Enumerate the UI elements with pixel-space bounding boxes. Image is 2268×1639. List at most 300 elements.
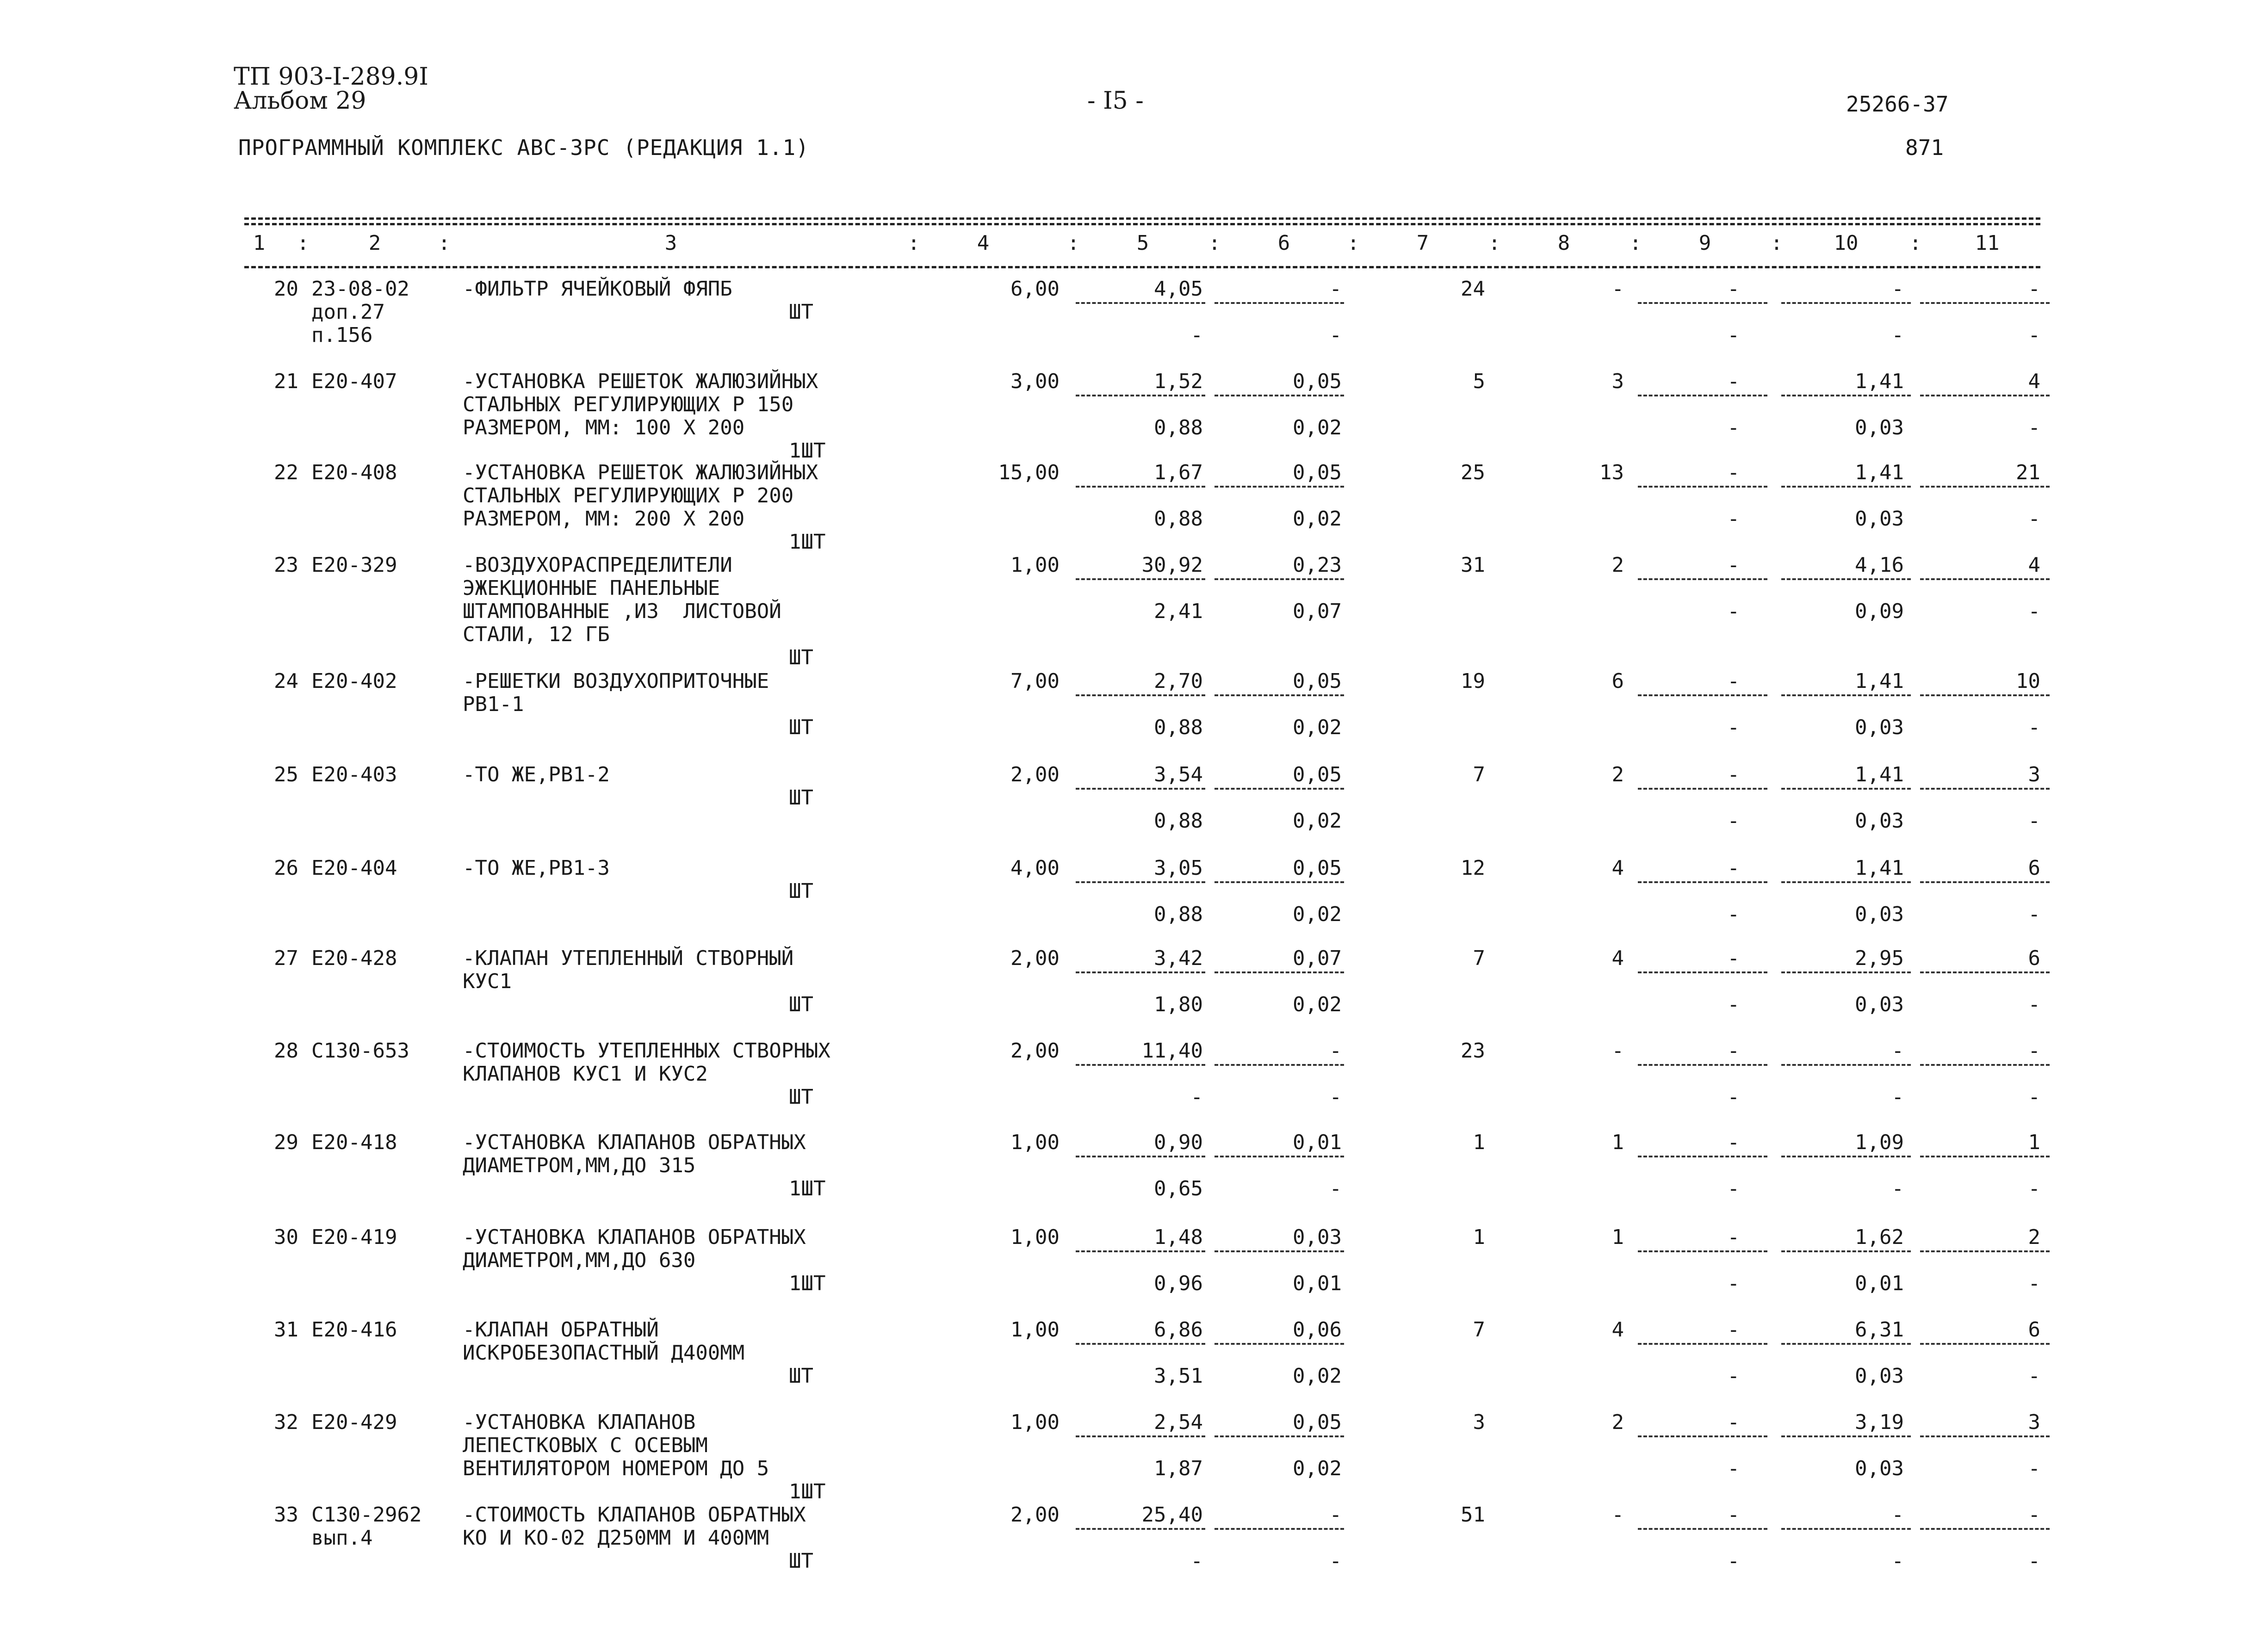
column-number-header: 1 : 2 : 3 : 4 : 5 : 6 : 7 : 8 : 9 : 10 : 11 (253, 231, 2000, 255)
unit-label: ШТ (789, 993, 813, 1016)
dashed-separator (1215, 1250, 1344, 1252)
dashed-separator (1920, 881, 2050, 883)
norm-code: Е20-416 (311, 1318, 397, 1342)
unit-cost-value: 0,05 (1293, 669, 1342, 693)
labor-value: 1,62 (1855, 1225, 1904, 1249)
labor-value-secondary: - (1727, 716, 1740, 739)
unit-cost-value: 25,40 (1141, 1503, 1203, 1527)
unit-label: ШТ (789, 879, 813, 903)
dashed-separator (1920, 395, 2050, 396)
unit-cost-value: 6,86 (1154, 1318, 1203, 1342)
labor-value: - (2028, 1039, 2040, 1063)
unit-cost-value: 3,05 (1154, 856, 1203, 880)
row-number: 29 (274, 1131, 298, 1154)
dashed-separator (1781, 694, 1911, 696)
item-description: -КЛАПАН ОБРАТНЫЙ (463, 1318, 659, 1342)
unit-label: ШТ (789, 716, 813, 739)
quantity-value: 2,00 (1010, 1503, 1060, 1527)
dashed-separator (1781, 1156, 1911, 1157)
labor-value-secondary: - (1891, 1177, 1904, 1200)
labor-value-secondary: - (1727, 507, 1740, 531)
item-description: КЛАПАНОВ КУС1 И КУС2 (463, 1062, 708, 1086)
total-cost-value: - (1611, 277, 1624, 301)
dashed-separator (1076, 1156, 1205, 1157)
dashed-separator (1638, 302, 1767, 304)
item-description: СТАЛИ, 12 ГБ (463, 623, 610, 646)
labor-value-secondary: - (2028, 323, 2040, 347)
item-description: РАЗМЕРОМ, ММ: 100 Х 200 (463, 416, 745, 439)
labor-value-secondary: - (1727, 416, 1740, 439)
labor-value-secondary: 0,03 (1855, 903, 1904, 926)
total-cost-value: 1 (1611, 1225, 1624, 1249)
dashed-separator (1076, 694, 1205, 696)
table-row (0, 1226, 2268, 1314)
dashed-separator (1215, 302, 1344, 304)
labor-value: 2 (2028, 1225, 2040, 1249)
labor-value-secondary: - (1727, 1177, 1740, 1200)
item-description: КУС1 (463, 970, 512, 993)
total-cost-value: 2 (1611, 553, 1624, 577)
unit-cost-value: 1,48 (1154, 1225, 1203, 1249)
labor-value: - (1727, 1131, 1740, 1154)
total-cost-value: - (1611, 1503, 1624, 1527)
dashed-separator (1076, 302, 1205, 304)
table-row (0, 857, 2268, 945)
unit-cost-value: - (1329, 277, 1342, 301)
dashed-separator (1920, 1343, 2050, 1345)
quantity-value: 3,00 (1010, 370, 1060, 393)
item-description: КО И КО-02 Д250ММ И 400ММ (463, 1526, 769, 1550)
labor-value: 2,95 (1855, 946, 1904, 970)
unit-cost-value: - (1329, 1039, 1342, 1063)
dashed-separator (1638, 578, 1767, 580)
dashed-separator (1920, 1435, 2050, 1437)
total-cost-value: 31 (1461, 553, 1485, 577)
labor-value: - (1727, 1410, 1740, 1434)
norm-code: Е20-407 (311, 370, 397, 393)
wage-cost-value: - (1329, 1085, 1342, 1109)
labor-value-secondary: - (1727, 809, 1740, 833)
labor-value-secondary: 0,03 (1855, 1457, 1904, 1480)
norm-code: С130-2962 (311, 1503, 422, 1527)
wage-cost-value: 0,88 (1154, 903, 1203, 926)
total-cost-value: 3 (1611, 370, 1624, 393)
labor-value: 4,16 (1855, 553, 1904, 577)
labor-value: - (1727, 1225, 1740, 1249)
quantity-value: 2,00 (1010, 763, 1060, 786)
item-description: ЛЕПЕСТКОВЫХ С ОСЕВЫМ (463, 1434, 708, 1457)
labor-value: 1,41 (1855, 370, 1904, 393)
row-number: 20 (274, 277, 298, 301)
total-cost-value: 6 (1611, 669, 1624, 693)
wage-cost-value: 0,02 (1293, 903, 1342, 926)
labor-value: - (1727, 856, 1740, 880)
dashed-separator (1076, 1435, 1205, 1437)
item-description: -СТОИМОСТЬ УТЕПЛЕННЫХ СТВОРНЫХ (463, 1039, 830, 1063)
labor-value-secondary: - (2028, 903, 2040, 926)
item-description: -КЛАПАН УТЕПЛЕННЫЙ СТВОРНЫЙ (463, 946, 794, 970)
dashed-separator (1781, 1250, 1911, 1252)
dashed-separator (1920, 486, 2050, 488)
document-code: ТП 903-I-289.9I (234, 63, 428, 91)
labor-value-secondary: - (2028, 1364, 2040, 1388)
unit-cost-value: 2,70 (1154, 669, 1203, 693)
wage-cost-value: 0,02 (1293, 416, 1342, 439)
labor-value-secondary: - (2028, 993, 2040, 1016)
dashed-separator (1215, 881, 1344, 883)
labor-value: - (1891, 277, 1904, 301)
norm-code: 23-08-02 (311, 277, 409, 301)
table-row (0, 278, 2268, 365)
table-row (0, 1039, 2268, 1127)
total-cost-value: 23 (1461, 1039, 1485, 1063)
dashed-separator (1920, 788, 2050, 790)
dashed-separator (1781, 1343, 1911, 1345)
wage-cost-value: - (1329, 1549, 1342, 1573)
item-description: ВЕНТИЛЯТОРОМ НОМЕРОМ ДО 5 (463, 1457, 769, 1480)
wage-cost-value: 0,88 (1154, 416, 1203, 439)
unit-cost-value: 3,54 (1154, 763, 1203, 786)
dashed-separator (1781, 395, 1911, 396)
quantity-value: 1,00 (1010, 1410, 1060, 1434)
wage-cost-value: 0,65 (1154, 1177, 1203, 1200)
dashed-separator (1215, 1064, 1344, 1066)
labor-value: 1,41 (1855, 461, 1904, 484)
wage-cost-value: - (1190, 1549, 1203, 1573)
labor-value: 3,19 (1855, 1410, 1904, 1434)
labor-value: - (2028, 277, 2040, 301)
dashed-separator (1215, 788, 1344, 790)
unit-cost-value: 0,90 (1154, 1131, 1203, 1154)
labor-value: 4 (2028, 370, 2040, 393)
unit-label: 1ШТ (789, 530, 826, 554)
dashed-separator (1076, 486, 1205, 488)
row-number: 33 (274, 1503, 298, 1527)
labor-value: 10 (2016, 669, 2040, 693)
labor-value-secondary: - (1891, 323, 1904, 347)
dashed-separator (1638, 881, 1767, 883)
row-number: 24 (274, 669, 298, 693)
norm-code: Е20-429 (311, 1410, 397, 1434)
labor-value: - (1727, 277, 1740, 301)
dashed-separator (1215, 578, 1344, 580)
dashed-separator (1781, 1528, 1911, 1530)
labor-value-secondary: - (2028, 1549, 2040, 1573)
table-row (0, 1410, 2268, 1503)
labor-value: 21 (2016, 461, 2040, 484)
labor-value-secondary: - (2028, 600, 2040, 623)
labor-value-secondary: - (2028, 809, 2040, 833)
wage-cost-value: - (1190, 323, 1203, 347)
labor-value-secondary: - (1727, 1364, 1740, 1388)
quantity-value: 7,00 (1010, 669, 1060, 693)
row-number: 32 (274, 1410, 298, 1434)
norm-code: Е20-329 (311, 553, 397, 577)
labor-value-secondary: 0,09 (1855, 600, 1904, 623)
total-cost-value: 4 (1611, 1318, 1624, 1342)
quantity-value: 1,00 (1010, 1225, 1060, 1249)
unit-cost-value: 0,01 (1293, 1131, 1342, 1154)
column-number: 4 (977, 231, 990, 255)
item-description: -ТО ЖЕ,РВ1-2 (463, 763, 610, 786)
dashed-separator (1638, 1156, 1767, 1157)
dashed-separator (1781, 788, 1911, 790)
total-cost-value: 12 (1461, 856, 1485, 880)
dashed-separator (1215, 486, 1344, 488)
norm-code: Е20-419 (311, 1225, 397, 1249)
sheet-number: 871 (1905, 135, 1944, 160)
unit-cost-value: 4,05 (1154, 277, 1203, 301)
column-number: 2 (368, 231, 381, 255)
labor-value: 3 (2028, 1410, 2040, 1434)
labor-value: - (1891, 1039, 1904, 1063)
unit-label: ШТ (789, 1364, 813, 1388)
labor-value: - (2028, 1503, 2040, 1527)
dashed-separator (1781, 971, 1911, 973)
dashed-separator (1215, 395, 1344, 396)
item-description: ШТАМПОВАННЫЕ ,ИЗ ЛИСТОВОЙ (463, 600, 781, 623)
dashed-separator (1638, 486, 1767, 488)
wage-cost-value: - (1190, 1085, 1203, 1109)
dashed-separator (1215, 1528, 1344, 1530)
labor-value-secondary: - (2028, 416, 2040, 439)
labor-value-secondary: 0,03 (1855, 809, 1904, 833)
wage-cost-value: 0,02 (1293, 716, 1342, 739)
labor-value-secondary: - (2028, 507, 2040, 531)
dashed-separator (1076, 1343, 1205, 1345)
dashed-separator (1076, 788, 1205, 790)
item-description: -УСТАНОВКА КЛАПАНОВ (463, 1410, 696, 1434)
total-cost-value: 4 (1611, 856, 1624, 880)
dashed-separator (1920, 1156, 2050, 1157)
dashed-separator (1920, 578, 2050, 580)
total-cost-value: 24 (1461, 277, 1485, 301)
dashed-separator (1215, 694, 1344, 696)
labor-value: 1,41 (1855, 763, 1904, 786)
item-description: -ТО ЖЕ,РВ1-3 (463, 856, 610, 880)
item-description: ЭЖЕКЦИОННЫЕ ПАНЕЛЬНЫЕ (463, 576, 720, 600)
total-cost-value: 1 (1611, 1131, 1624, 1154)
labor-value-secondary: - (1727, 1549, 1740, 1573)
dashed-separator (1215, 1343, 1344, 1345)
wage-cost-value: - (1329, 1177, 1342, 1200)
wage-cost-value: 0,01 (1293, 1272, 1342, 1295)
table-row (0, 670, 2268, 758)
wage-cost-value: 2,41 (1154, 600, 1203, 623)
labor-value-secondary: - (2028, 1085, 2040, 1109)
row-number: 21 (274, 370, 298, 393)
column-number: 5 (1136, 231, 1149, 255)
labor-value: - (1727, 669, 1740, 693)
total-cost-value: - (1611, 1039, 1624, 1063)
labor-value: 6 (2028, 946, 2040, 970)
wage-cost-value: 0,02 (1293, 993, 1342, 1016)
dashed-separator (1076, 578, 1205, 580)
unit-label: ШТ (789, 646, 813, 669)
item-description: РВ1-1 (463, 693, 524, 716)
unit-label: ШТ (789, 786, 813, 810)
wage-cost-value: 3,51 (1154, 1364, 1203, 1388)
unit-cost-value: 1,52 (1154, 370, 1203, 393)
norm-code: Е20-402 (311, 669, 397, 693)
wage-cost-value: 0,96 (1154, 1272, 1203, 1295)
labor-value-secondary: - (1727, 600, 1740, 623)
total-cost-value: 4 (1611, 946, 1624, 970)
total-cost-value: 1 (1473, 1225, 1485, 1249)
dashed-separator (1076, 881, 1205, 883)
item-description: ИСКРОБЕЗОПАСТНЫЙ Д400ММ (463, 1341, 745, 1365)
unit-cost-value: 0,05 (1293, 1410, 1342, 1434)
row-number: 25 (274, 763, 298, 786)
table-row (0, 553, 2268, 669)
item-description: ДИАМЕТРОМ,ММ,ДО 315 (463, 1154, 696, 1177)
total-cost-value: 7 (1473, 946, 1485, 970)
labor-value-secondary: - (1727, 1272, 1740, 1295)
unit-cost-value: 0,07 (1293, 946, 1342, 970)
norm-code: Е20-428 (311, 946, 397, 970)
row-number: 23 (274, 553, 298, 577)
dashed-separator (1781, 578, 1911, 580)
wage-cost-value: 0,02 (1293, 1457, 1342, 1480)
row-number: 27 (274, 946, 298, 970)
dashed-separator (1920, 1250, 2050, 1252)
unit-cost-value: 3,42 (1154, 946, 1203, 970)
album-label: Альбом 29 (234, 87, 366, 115)
unit-cost-value: 0,05 (1293, 461, 1342, 484)
norm-code: вып.4 (311, 1526, 373, 1550)
quantity-value: 2,00 (1010, 946, 1060, 970)
labor-value: - (1727, 370, 1740, 393)
norm-code: Е20-418 (311, 1131, 397, 1154)
unit-label: 1ШТ (789, 1177, 826, 1200)
labor-value: - (1727, 461, 1740, 484)
wage-cost-value: 0,02 (1293, 809, 1342, 833)
dashed-separator (1781, 881, 1911, 883)
total-cost-value: 2 (1611, 1410, 1624, 1434)
dashed-separator (1638, 1343, 1767, 1345)
wage-cost-value: 0,02 (1293, 1364, 1342, 1388)
dashed-separator (1781, 1435, 1911, 1437)
item-description: -ВОЗДУХОРАСПРЕДЕЛИТЕЛИ (463, 553, 732, 577)
labor-value: 1,41 (1855, 669, 1904, 693)
column-number: 7 (1416, 231, 1429, 255)
total-cost-value: 2 (1611, 763, 1624, 786)
labor-value-secondary: 0,03 (1855, 507, 1904, 531)
labor-value-secondary: 0,03 (1855, 716, 1904, 739)
labor-value-secondary: 0,03 (1855, 1364, 1904, 1388)
wage-cost-value: 0,88 (1154, 809, 1203, 833)
item-description: -РЕШЕТКИ ВОЗДУХОПРИТОЧНЫЕ (463, 669, 769, 693)
unit-cost-value: 30,92 (1141, 553, 1203, 577)
norm-code: Е20-404 (311, 856, 397, 880)
wage-cost-value: - (1329, 323, 1342, 347)
labor-value: 3 (2028, 763, 2040, 786)
labor-value-secondary: - (2028, 1272, 2040, 1295)
norm-code: Е20-403 (311, 763, 397, 786)
table-row (0, 461, 2268, 554)
quantity-value: 1,00 (1010, 1131, 1060, 1154)
norm-code: доп.27 (311, 300, 385, 324)
dashed-separator (1215, 1156, 1344, 1157)
item-description: -СТОИМОСТЬ КЛАПАНОВ ОБРАТНЫХ (463, 1503, 806, 1527)
column-number: 9 (1698, 231, 1711, 255)
unit-cost-value: 11,40 (1141, 1039, 1203, 1063)
dashed-separator (1215, 971, 1344, 973)
item-description: РАЗМЕРОМ, ММ: 200 Х 200 (463, 507, 745, 531)
dashed-separator (1920, 971, 2050, 973)
item-description: -УСТАНОВКА КЛАПАНОВ ОБРАТНЫХ (463, 1131, 806, 1154)
labor-value-secondary: 0,01 (1855, 1272, 1904, 1295)
dashed-separator (1638, 971, 1767, 973)
labor-value: - (1727, 1503, 1740, 1527)
dashed-separator (1781, 302, 1911, 304)
unit-cost-value: 0,05 (1293, 370, 1342, 393)
unit-cost-value: 1,67 (1154, 461, 1203, 484)
labor-value: - (1727, 1039, 1740, 1063)
labor-value: - (1727, 553, 1740, 577)
labor-value: 6,31 (1855, 1318, 1904, 1342)
dashed-separator (1076, 395, 1205, 396)
labor-value-secondary: - (1727, 903, 1740, 926)
table-row (0, 1318, 2268, 1406)
dashed-separator (1638, 1528, 1767, 1530)
dashed-separator (1076, 1064, 1205, 1066)
quantity-value: 6,00 (1010, 277, 1060, 301)
wage-cost-value: 0,07 (1293, 600, 1342, 623)
item-description: -УСТАНОВКА КЛАПАНОВ ОБРАТНЫХ (463, 1225, 806, 1249)
dashed-separator (1920, 694, 2050, 696)
total-cost-value: 7 (1473, 763, 1485, 786)
table-top-rule-2 (244, 223, 2040, 225)
labor-value: - (1891, 1503, 1904, 1527)
total-cost-value: 1 (1473, 1131, 1485, 1154)
unit-label: 1ШТ (789, 1480, 826, 1503)
unit-cost-value: - (1329, 1503, 1342, 1527)
labor-value-secondary: - (1727, 993, 1740, 1016)
quantity-value: 1,00 (1010, 553, 1060, 577)
total-cost-value: 25 (1461, 461, 1485, 484)
labor-value: 1,09 (1855, 1131, 1904, 1154)
labor-value-secondary: - (2028, 1457, 2040, 1480)
unit-label: ШТ (789, 300, 813, 324)
dashed-separator (1076, 1528, 1205, 1530)
labor-value-secondary: - (2028, 1177, 2040, 1200)
dashed-separator (1638, 395, 1767, 396)
labor-value-secondary: - (1727, 323, 1740, 347)
unit-label: ШТ (789, 1085, 813, 1109)
column-number: 6 (1277, 231, 1290, 255)
quantity-value: 2,00 (1010, 1039, 1060, 1063)
table-top-rule (244, 217, 2040, 220)
unit-cost-value: 0,06 (1293, 1318, 1342, 1342)
total-cost-value: 51 (1461, 1503, 1485, 1527)
column-number: 10 (1834, 231, 1859, 255)
unit-label: 1ШТ (789, 1272, 826, 1295)
labor-value: - (1727, 763, 1740, 786)
labor-value: 6 (2028, 1318, 2040, 1342)
table-row (0, 1503, 2268, 1591)
unit-cost-value: 0,05 (1293, 763, 1342, 786)
labor-value-secondary: 0,03 (1855, 416, 1904, 439)
unit-cost-value: 2,54 (1154, 1410, 1203, 1434)
total-cost-value: 5 (1473, 370, 1485, 393)
total-cost-value: 13 (1599, 461, 1624, 484)
wage-cost-value: 1,80 (1154, 993, 1203, 1016)
dashed-separator (1638, 1250, 1767, 1252)
column-number: 1 (253, 231, 266, 255)
unit-cost-value: 0,03 (1293, 1225, 1342, 1249)
item-description: СТАЛЬНЫХ РЕГУЛИРУЮЩИХ Р 200 (463, 484, 794, 507)
